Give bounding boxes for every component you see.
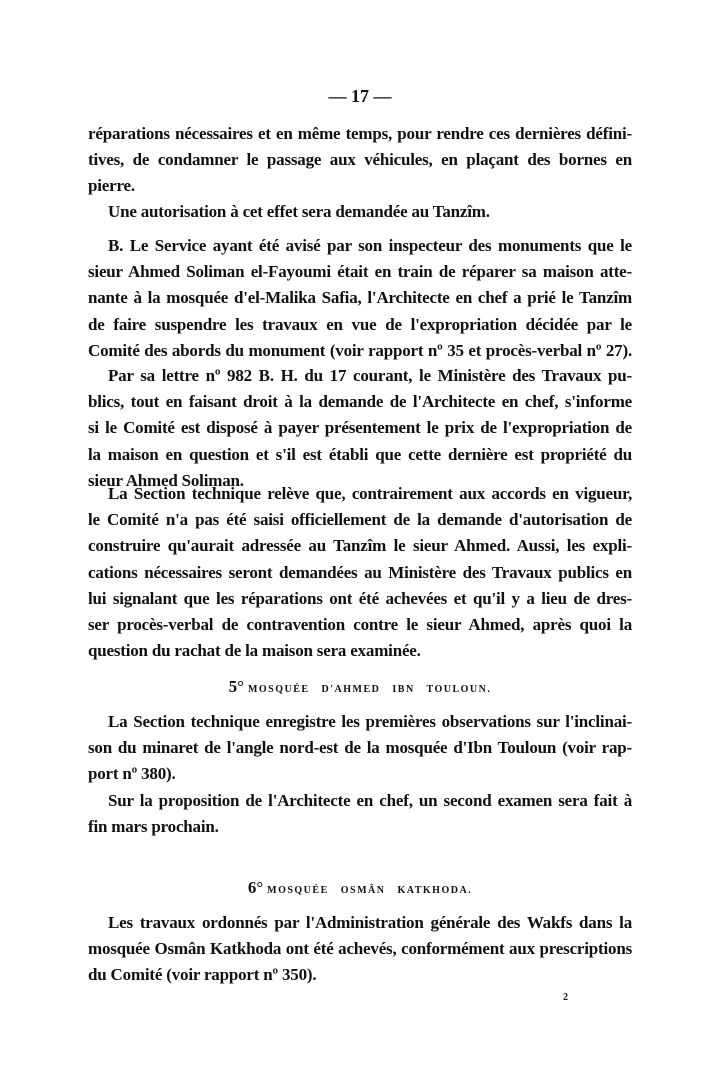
text-line: pierre. [88, 176, 135, 196]
text-line: construire qu'aurait adressée au Tanzîm le sieur Ahmed. Aussi, les expli- [88, 536, 632, 556]
section-5-number: 5° [228, 677, 244, 696]
text-line: question du rachat de la maison sera examinée. [88, 641, 421, 661]
text-line: Les travaux ordonnés par l'Administration générale des Wakfs dans la [108, 913, 632, 932]
text-line: réparations nécessaires et en même temps, pour rendre ces dernières défini- [88, 124, 632, 143]
text-line: mosquée Osmân Katkhoda ont été achevés, conformément aux prescriptions [88, 939, 632, 959]
text-line: tives, de condamner le passage aux véhicules, en plaçant des bornes en [88, 150, 632, 170]
text-line: son du minaret de l'angle nord-est de la mosquée d'Ibn Touloun (voir rap- [88, 738, 632, 758]
text-line: nante à la mosquée d'el-Malika Safia, l'Architecte en chef a prié le Tanzîm [88, 288, 632, 308]
page-number: — 17 — [328, 86, 392, 106]
text-line: le Comité n'a pas été saisi officiellement de la demande d'autorisation de [88, 510, 632, 530]
text-line: la maison en question et s'il est établi que cette dernière est propriété du [88, 444, 632, 464]
text-line: B. Le Service ayant été avisé par son inspecteur des monuments que le [108, 236, 632, 255]
text-line: du Comité (voir rapport nº 350). [88, 965, 317, 985]
text-line: ser procès-verbal de contravention contre le sieur Ahmed, après quoi la [88, 615, 632, 634]
signature-mark: 2 [563, 992, 568, 1003]
text-line: de faire suspendre les travaux en vue de l'expropriation décidée par le [88, 314, 632, 334]
section-6-heading [0, 878, 720, 898]
text-line: blics, tout en faisant droit à la demande de l'Architecte en chef, s'informe [88, 392, 632, 412]
section-6-title: MOSQUÉE OSMÂN KATKHODA. [267, 885, 473, 896]
text-line: sieur Ahmed Soliman. [88, 470, 244, 490]
text-line: fin mars prochain. [88, 816, 219, 836]
text-line: sieur Ahmed Soliman el-Fayoumi était en train de réparer sa maison atte- [88, 262, 632, 282]
section-6-number: 6° [247, 878, 264, 897]
section-5-title: MOSQUÉE D'AHMED IBN TOULOUN. [247, 684, 492, 695]
text-line: Par sa lettre nº 982 B. H. du 17 courant, le Ministère des Travaux pu- [108, 366, 632, 385]
text-line: La Section technique enregistre les premières observations sur l'inclinai- [108, 712, 632, 731]
section-5-heading [0, 677, 720, 697]
text-line: Sur la proposition de l'Architecte en chef, un second examen sera fait à [108, 790, 632, 810]
text-line: Comité des abords du monument (voir rapport nº 35 et procès-verbal nº 27). [88, 340, 632, 360]
text-line: si le Comité est disposé à payer présentement le prix de l'expropriation de [88, 418, 632, 438]
text-line: Une autorisation à cet effet sera demandée au Tanzîm. [108, 202, 490, 221]
text-line: La Section technique relève que, contrairement aux accords en vigueur, [108, 484, 632, 503]
text-line: cations nécessaires seront demandées au Ministère des Travaux publics en [88, 562, 632, 582]
text-line: lui signalant que les réparations ont été achevées et qu'il y a lieu de dres- [88, 588, 632, 608]
text-line: port nº 380). [88, 764, 176, 784]
